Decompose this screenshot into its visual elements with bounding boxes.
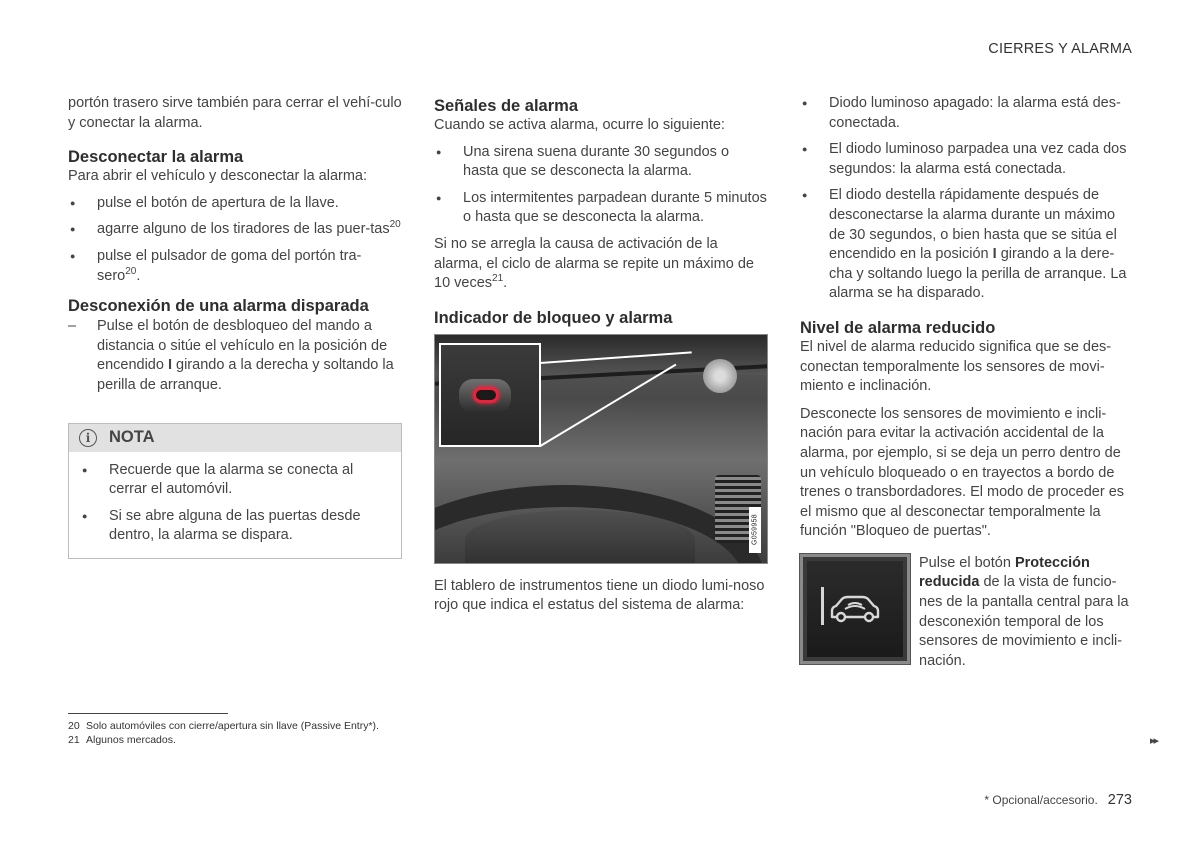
column-middle bbox=[434, 94, 768, 616]
reduced-protection-button-illustration bbox=[800, 554, 910, 664]
footnote-ref: 21 bbox=[492, 273, 504, 285]
heading-indicator: Indicador de bloqueo y alarma bbox=[434, 308, 673, 327]
list-item: – Pulse el botón de desbloqueo del mando a distancia o sitúe el vehículo en la posición de encendido I girando a la derecha y soltando la perilla de arranque. bbox=[68, 317, 402, 395]
note-header bbox=[69, 424, 401, 452]
list-item: ● Una sirena suena durante 30 segundos o hasta que se desconecta la alarma. bbox=[434, 143, 768, 182]
reduced-text-2: Desconecte los sensores de movimiento e incli-nación para evitar la activación accidental de la alarma, por ejemplo, si se deja un perro dentro de un vehículo bloqueado o en trayectos a bordo de trenes o transbordadores. El modo de proceder es el mismo que al desconectar temporalmente la función "Bloqueo de puertas". bbox=[800, 405, 1125, 540]
reduced-protection-text: Pulse el botón Protección reducida de la vista de funcio-nes de la pantalla central para la desconexión temporal de los sensores de movimiento e incli-nación. bbox=[919, 554, 1129, 669]
repeat-text: Si no se arregla la causa de activación de la alarma, el ciclo de alarma se repite un máximo de 10 veces$^{21}$. bbox=[434, 235, 754, 292]
diode-text: El tablero de instrumentos tiene un diodo lumi-noso rojo que indica el estatus del sistema de alarma: bbox=[434, 577, 765, 614]
list-item: ● El diodo destella rápidamente después de desconectarse la alarma durante un máximo de 30 segundos, o bien hasta que se sitúa el encendido en la posición I girando a la dere-cha y soltando luego la perilla de arranque. La alarma se ha disparado. bbox=[800, 186, 1134, 304]
car-sensor-icon bbox=[824, 589, 886, 629]
diode-status-list bbox=[800, 94, 1134, 304]
list-item: ● Diodo luminoso apagado: la alarma está des-conectada. bbox=[800, 94, 1134, 133]
intro-text: portón trasero sirve también para cerrar el vehí-culo y conectar la alarma. bbox=[68, 95, 402, 131]
section-header: CIERRES Y ALARMA bbox=[988, 41, 1132, 57]
heading-triggered: Desconexión de una alarma disparada bbox=[68, 297, 369, 316]
triggered-list bbox=[68, 317, 402, 395]
list-item: ● Los intermitentes parpadean durante 5 minutos o hasta que se desconecta la alarma. bbox=[434, 189, 768, 228]
column-right bbox=[800, 94, 1134, 671]
footnote-ref: 20 bbox=[125, 265, 137, 277]
list-item: ● pulse el botón de apertura de la llave. bbox=[68, 194, 402, 214]
list-item: ● pulse el pulsador de goma del portón tra-sero$^{20}$. bbox=[68, 247, 402, 286]
reduced-text-1: El nivel de alarma reducido significa que se des-conectan temporalmente los sensores de movi-miento e inclinación. bbox=[800, 338, 1112, 395]
dashboard-illustration bbox=[434, 334, 768, 564]
heading-reduced: Nivel de alarma reducido bbox=[800, 318, 996, 337]
diode-zoom-inset bbox=[439, 343, 541, 447]
note-list bbox=[80, 461, 389, 546]
list-item: ● Recuerde que la alarma se conecta al cerrar el automóvil. bbox=[80, 461, 389, 500]
continue-arrows-icon: ▸▸ bbox=[1150, 735, 1158, 747]
page-number: 273 bbox=[1107, 792, 1132, 808]
footnote: 20 Solo automóviles con cierre/apertura sin llave (Passive Entry*). bbox=[68, 720, 379, 732]
note-title: NOTA bbox=[109, 428, 155, 447]
footnotes bbox=[68, 719, 379, 747]
note-box bbox=[68, 423, 402, 559]
signals-list bbox=[434, 143, 768, 228]
reduced-protection-row bbox=[800, 554, 1134, 672]
list-item: ● El diodo luminoso parpadea una vez cada dos segundos: la alarma está conectada. bbox=[800, 140, 1134, 179]
heading-signals: Señales de alarma bbox=[434, 97, 579, 115]
image-code: G059958 bbox=[749, 507, 761, 553]
list-item: ● Si se abre alguna de las puertas desde dentro, la alarma se dispara. bbox=[80, 507, 389, 546]
speaker-grille bbox=[703, 359, 737, 393]
footnote-divider bbox=[68, 713, 228, 714]
footnote-ref: 20 bbox=[389, 219, 401, 231]
page-footer bbox=[984, 792, 1132, 808]
column-left bbox=[68, 94, 402, 559]
heading-disconnect: Desconectar la alarma bbox=[68, 148, 244, 167]
disconnect-text: Para abrir el vehículo y desconectar la alarma: bbox=[68, 168, 368, 185]
red-diode-icon bbox=[473, 387, 499, 403]
list-item: ● agarre alguno de los tiradores de las puer-tas$^{20}$ bbox=[68, 220, 402, 240]
info-icon: i bbox=[79, 429, 97, 447]
optional-note: * Opcional/accesorio. bbox=[984, 793, 1098, 807]
signals-text: Cuando se activa alarma, ocurre lo siguiente: bbox=[434, 117, 725, 133]
footnote: 21 Algunos mercados. bbox=[68, 734, 176, 746]
disconnect-list bbox=[68, 194, 402, 286]
